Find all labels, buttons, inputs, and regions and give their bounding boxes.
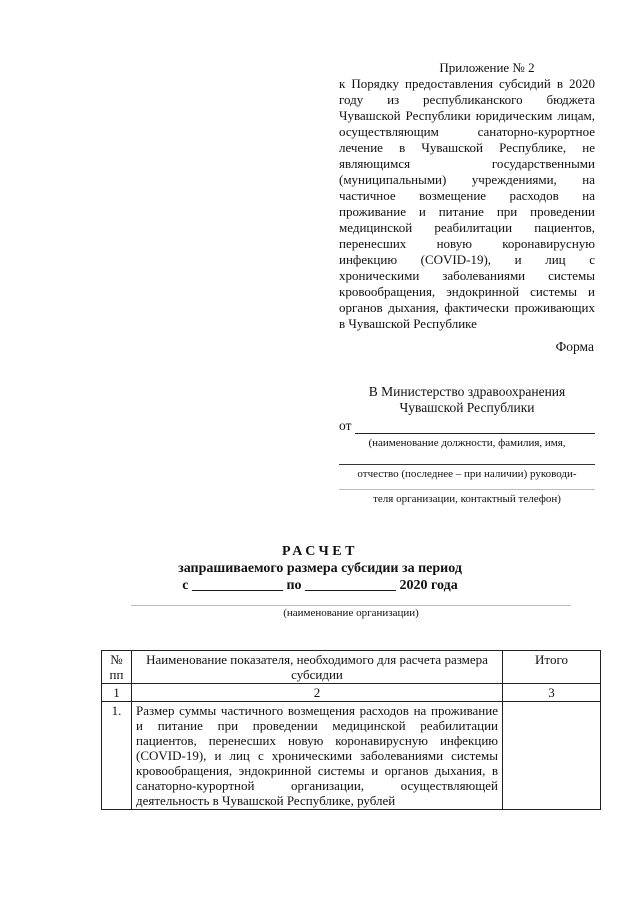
- column-number-1: 1: [102, 684, 132, 702]
- row-total-cell[interactable]: [503, 702, 601, 810]
- calculation-title-period: с _____________ по _____________ 2020 года: [182, 578, 458, 593]
- calculation-table: [101, 650, 601, 810]
- from-row: [339, 418, 595, 434]
- from-fill-line[interactable]: [355, 420, 595, 434]
- addressee-hint-2: отчество (последнее – при наличии) руководи-: [357, 468, 577, 480]
- row-indicator-name: Размер суммы частичного возмещения расходов на проживание и питание при проведении медицинской реабилитации пациентов, перенесших новую коронавирусную инфекцию (COVID-19), и лиц с хроническими заболеваниями системы кровообращения, эндокринной системы и органов дыхания, в санаторно-курортной организации, осуществляющей деятельность в Чувашской Республике, рублей: [132, 702, 503, 810]
- addressee-line-2: Чувашской Республики: [399, 400, 535, 415]
- fill-line-2[interactable]: [339, 450, 595, 465]
- form-label: Форма: [555, 339, 594, 354]
- header-total: Итого: [503, 651, 601, 684]
- column-number-3: 3: [503, 684, 601, 702]
- header-indicator-name: Наименование показателя, необходимого для расчета размера субсидии: [132, 651, 503, 684]
- calculation-title-line-2: запрашиваемого размера субсидии за период: [178, 561, 462, 576]
- from-label: от: [339, 418, 352, 433]
- calculation-title: [0, 543, 640, 594]
- addressee-block: [339, 384, 595, 506]
- addressee-line-1: В Министерство здравоохранения: [368, 384, 566, 399]
- calculation-title-main: РАСЧЕТ: [282, 544, 358, 559]
- appendix-text: к Порядку предоставления субсидий в 2020 году из республиканского бюджета Чувашской Республики юридическим лицам, осуществляющим санаторно-курортное лечение в Чувашской Республике, не являющимся государственными (муниципальными) учреждениями, на частичное возмещение расходов на проживание и питание при проведении медицинской реабилитации пациентов, перенесших новую коронавирусную инфекцию (COVID-19), и лиц с хроническими заболеваниями системы кровообращения, эндокринной системы и органов дыхания, фактически проживающих в Чувашской Республике: [339, 76, 595, 331]
- addressee-hint-1: (наименование должности, фамилия, имя,: [368, 437, 566, 449]
- organization-fill-line[interactable]: [131, 605, 571, 606]
- addressee-hint-3: теля организации, контактный телефон): [373, 493, 561, 505]
- column-number-2: 2: [132, 684, 503, 702]
- table-row: [102, 702, 601, 810]
- table-header-row: [102, 651, 601, 684]
- appendix-title: Приложение № 2: [439, 60, 535, 75]
- header-number: № пп: [102, 651, 132, 684]
- organization-hint: (наименование организации): [283, 607, 419, 619]
- table-column-numbers-row: [102, 684, 601, 702]
- fill-line-3[interactable]: [339, 481, 595, 490]
- appendix-block: [339, 60, 595, 332]
- row-number: 1.: [102, 702, 132, 810]
